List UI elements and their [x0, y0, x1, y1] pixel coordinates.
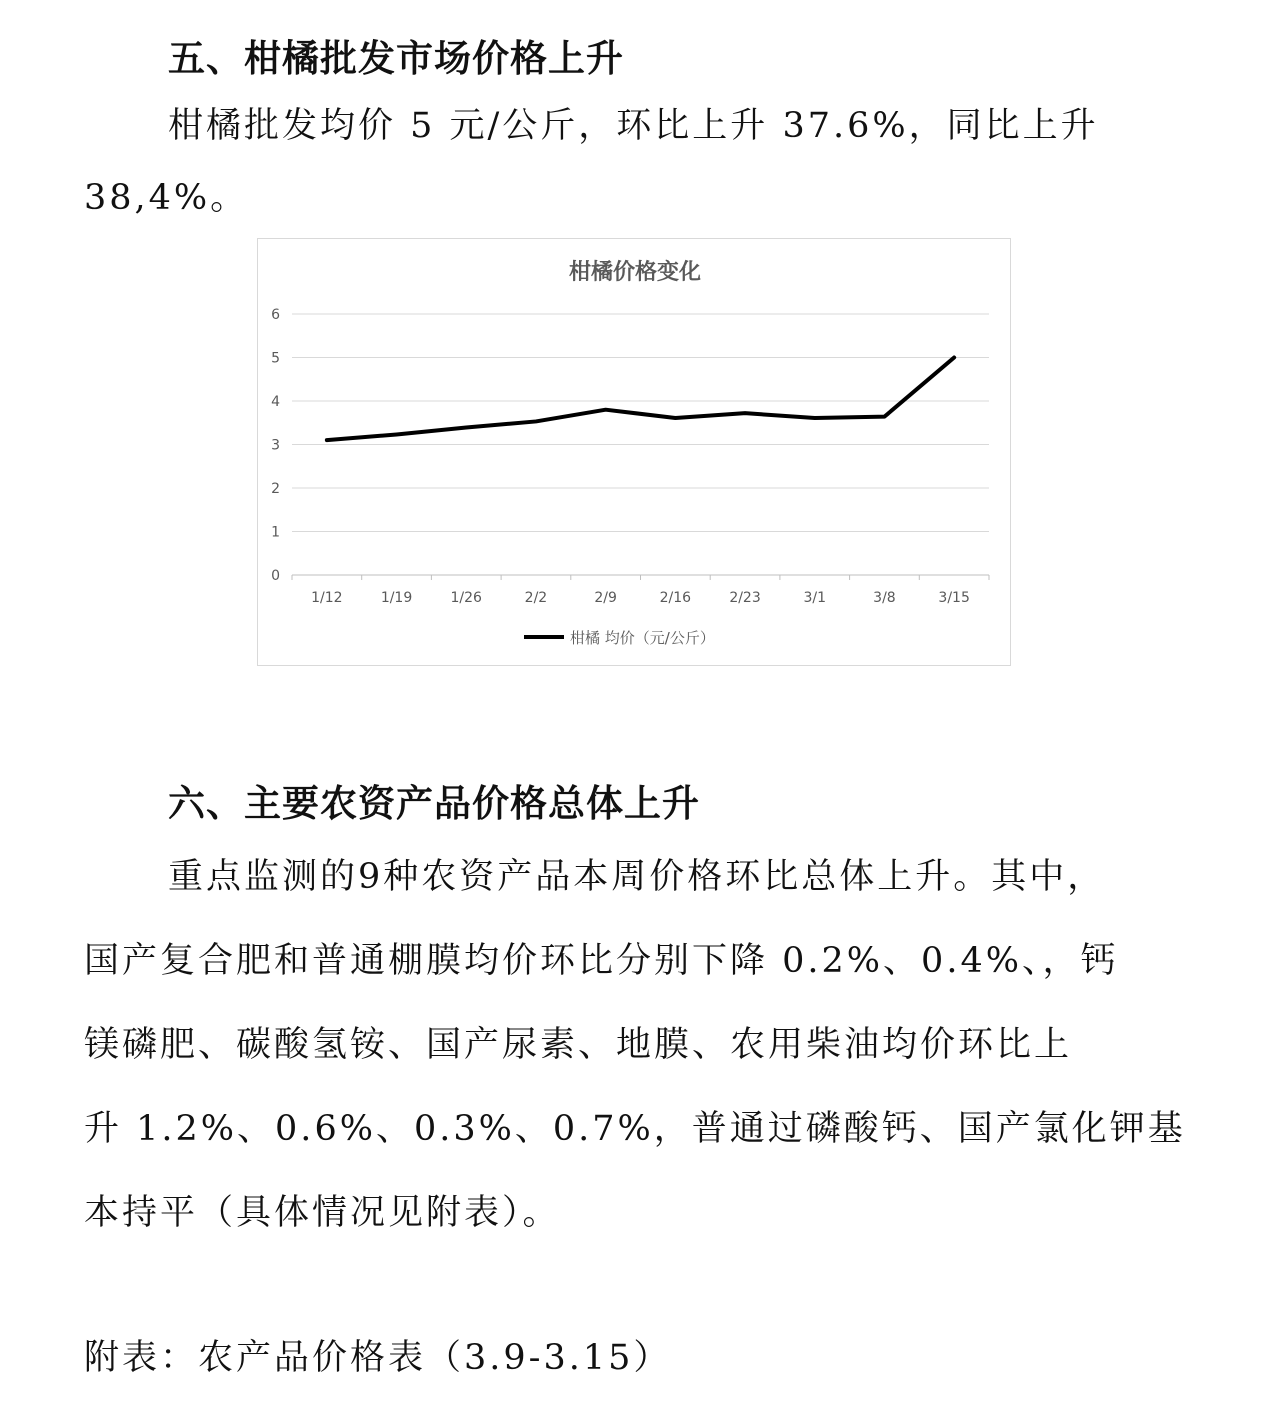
paragraph-line: 本持平（具体情况见附表）。	[84, 1193, 561, 1233]
paragraph-line: 重点监测的9种农资产品本周价格环比总体上升。其中，	[168, 857, 1106, 897]
data-point	[813, 416, 816, 419]
y-tick-label: 0	[271, 568, 280, 584]
series-line	[327, 358, 954, 441]
paragraph-line: 柑橘批发均价 5 元/公斤，环比上升 37.6%，同比上升	[168, 106, 1099, 146]
data-point	[883, 415, 886, 418]
data-point	[395, 433, 398, 436]
x-tick-label: 3/1	[803, 590, 827, 606]
series	[325, 356, 955, 442]
x-tick-label: 1/26	[450, 590, 482, 606]
paragraph-line: 38,4%。	[84, 178, 249, 218]
x-tick-label: 3/15	[938, 590, 970, 606]
section-5-heading: 五、柑橘批发市场价格上升	[168, 37, 624, 80]
data-point	[674, 416, 677, 419]
paragraph-line: 升 1.2%、0.6%、0.3%、0.7%，普通过磷酸钙、国产氯化钾基	[84, 1109, 1186, 1149]
data-point	[325, 439, 328, 442]
data-point	[744, 412, 747, 415]
x-tick-label: 2/23	[729, 590, 761, 606]
chart-title: 柑橘价格变化	[568, 260, 702, 285]
legend-label: 柑橘 均价（元/公斤）	[570, 629, 715, 647]
section-5-paragraph	[84, 90, 1188, 234]
x-tick-label: 3/8	[873, 590, 896, 606]
line-chart	[258, 239, 1010, 665]
section-6-heading: 六、主要农资产品价格总体上升	[168, 782, 700, 825]
section-6-paragraph	[84, 835, 1188, 1255]
data-point	[604, 408, 607, 411]
chart-legend	[524, 629, 715, 647]
y-tick-label: 2	[271, 481, 280, 497]
x-tick-label: 2/2	[524, 590, 548, 606]
x-tick-label: 1/12	[311, 590, 343, 606]
orange-price-chart	[257, 238, 1011, 666]
y-tick-label: 1	[271, 524, 280, 541]
y-tick-label: 4	[271, 394, 280, 410]
appendix-caption: 附表：农产品价格表（3.9-3.15）	[84, 1338, 672, 1378]
x-tick-label: 1/19	[380, 590, 413, 606]
x-tick-label: 2/16	[659, 590, 692, 606]
paragraph-line: 国产复合肥和普通棚膜均价环比分别下降 0.2%、0.4%、，钙	[84, 941, 1119, 981]
y-tick-label: 6	[271, 307, 280, 323]
data-point	[953, 356, 956, 359]
x-axis-ticks	[292, 575, 989, 606]
y-tick-label: 3	[271, 437, 280, 454]
y-tick-label: 5	[271, 350, 280, 367]
data-point	[465, 426, 468, 429]
paragraph-line: 镁磷肥、碳酸氢铵、国产尿素、地膜、农用柴油均价环比上	[84, 1025, 1073, 1065]
x-tick-label: 2/9	[594, 590, 617, 606]
data-point	[534, 420, 537, 423]
y-axis-ticks	[271, 307, 280, 584]
gridlines	[292, 314, 989, 575]
